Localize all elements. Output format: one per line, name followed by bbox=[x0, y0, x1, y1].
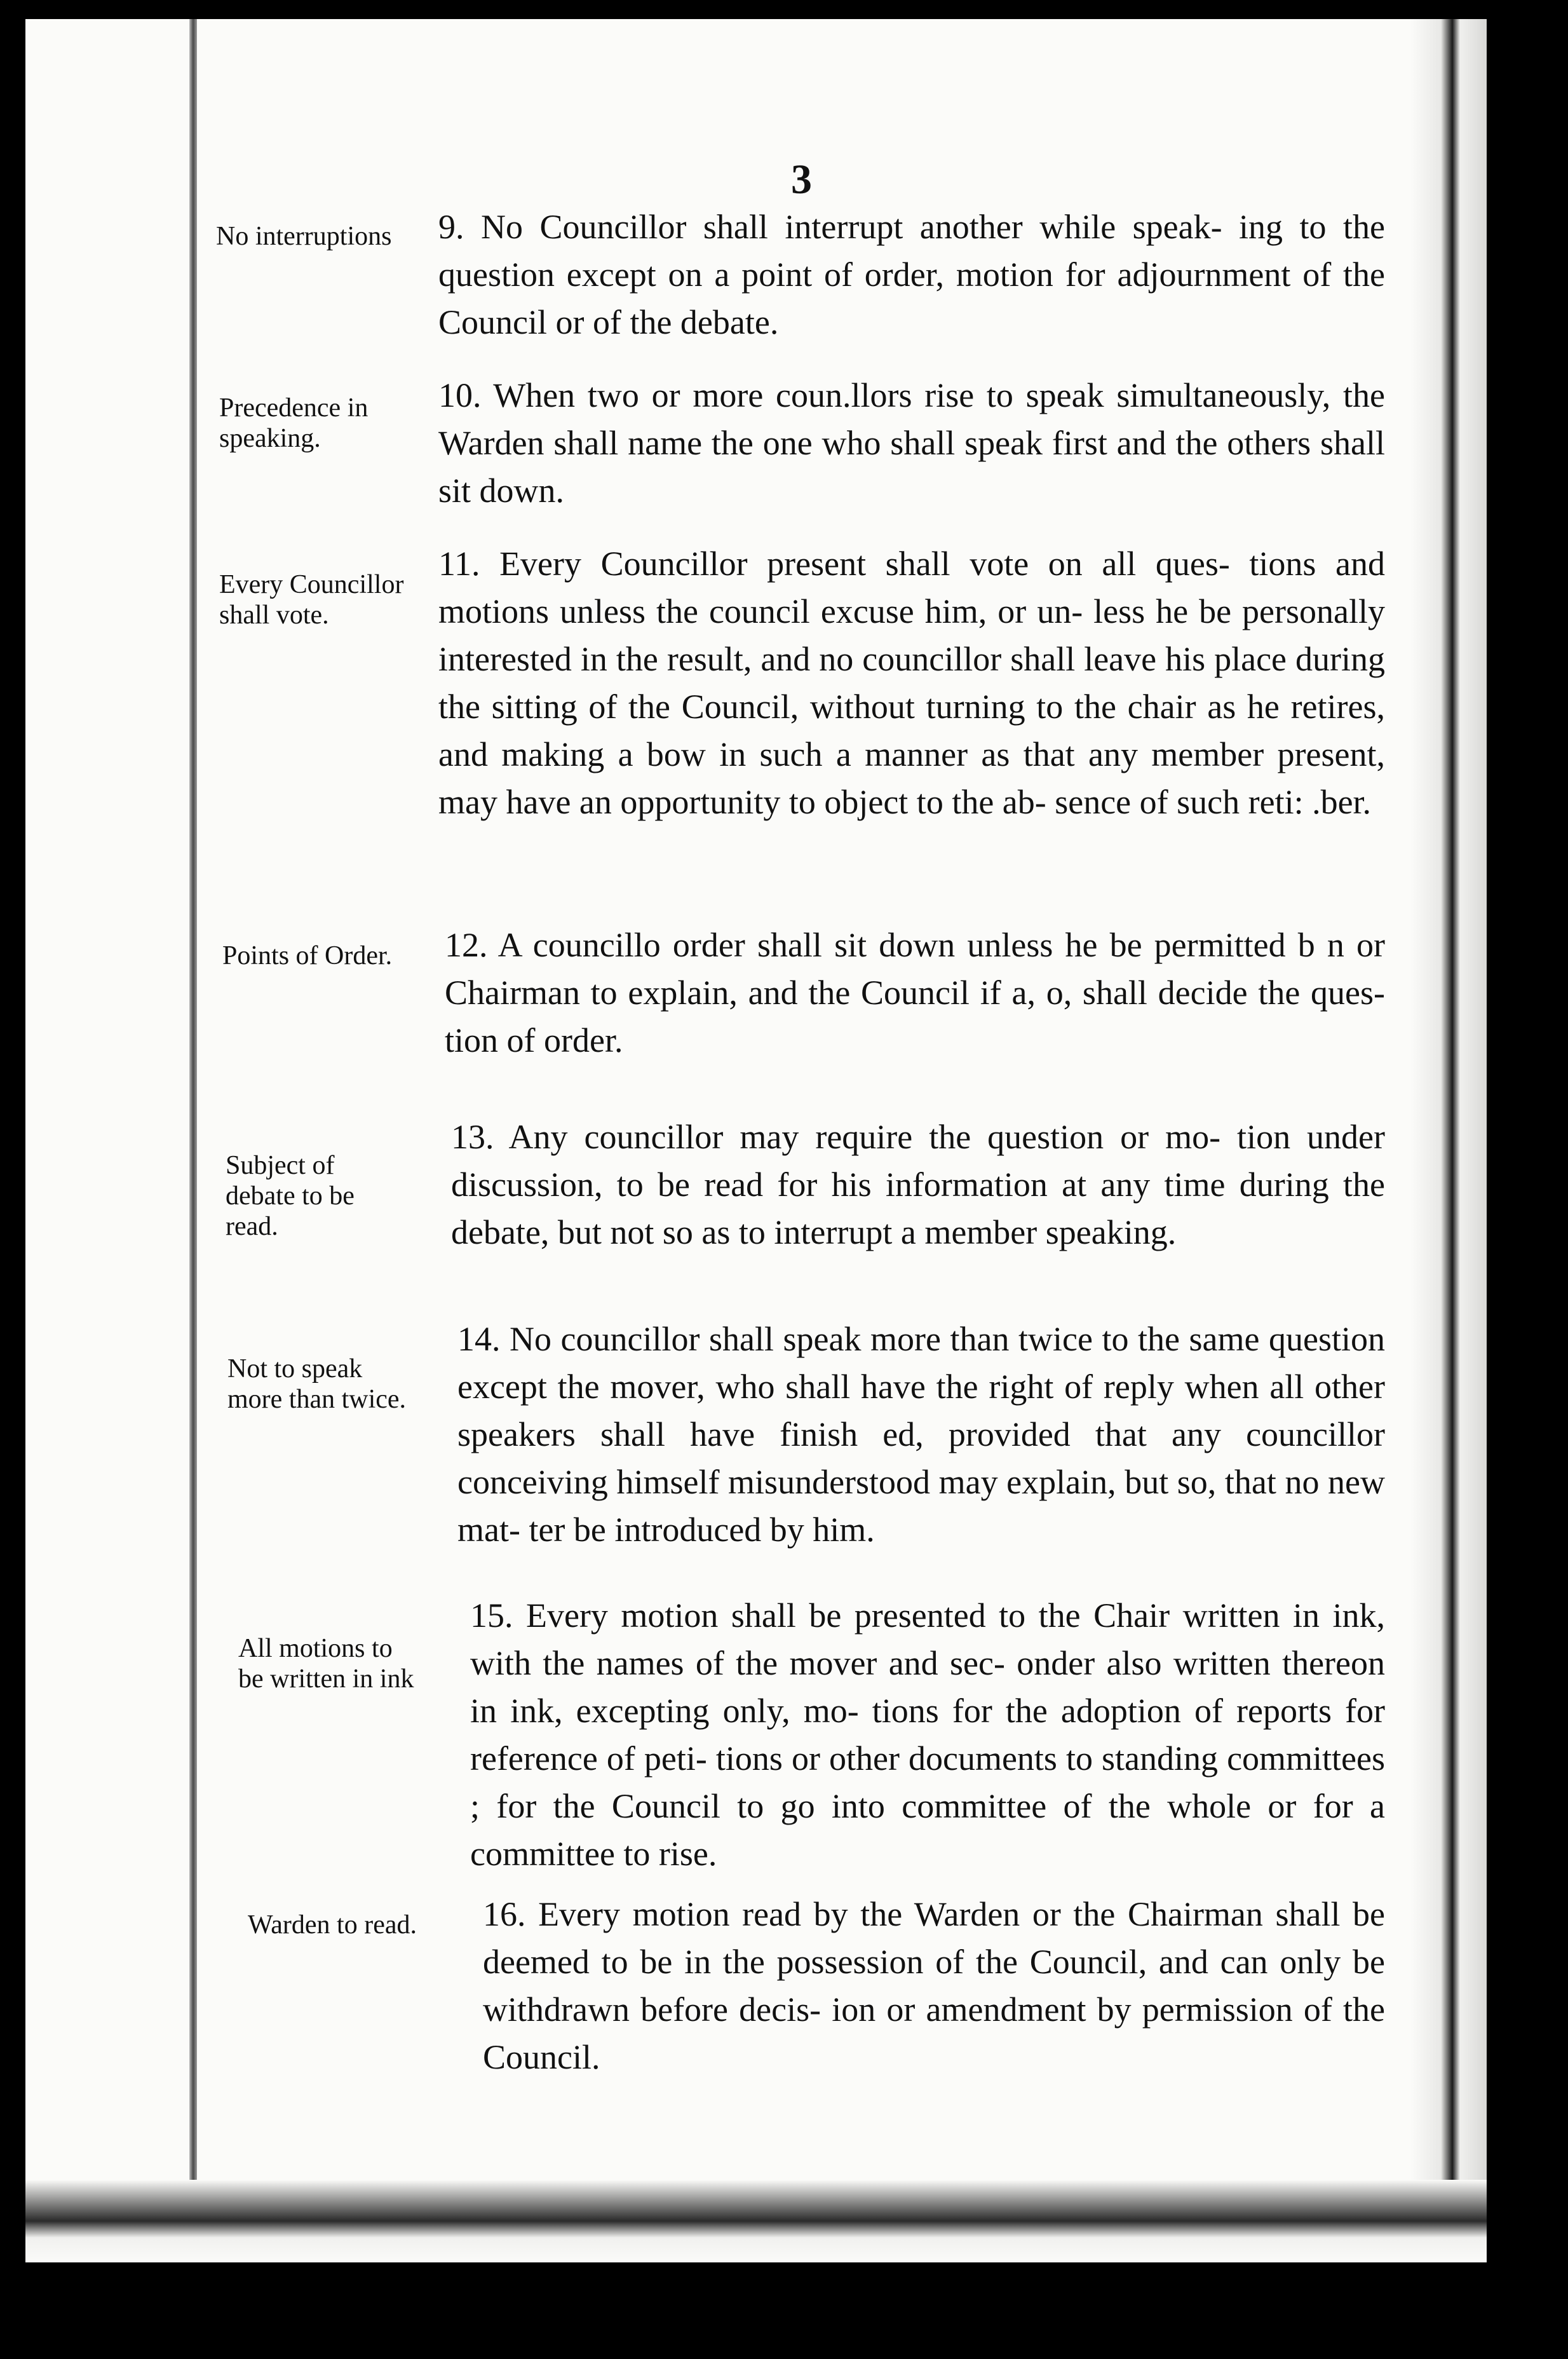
page-number: 3 bbox=[791, 156, 812, 203]
rule-15: 15. Every motion shall be presented to the Chair written in ink, with the names of the mover and sec- onder also written thereon in ink, excepting only, mo- tions for the adoption of reports for reference of peti- tions or other documents to standing committees ; for the Council to go into committee of the whole or for a committee to rise. bbox=[470, 1596, 1385, 1873]
margin-note-points-of-order: Points of Order. bbox=[222, 941, 393, 970]
margin-note-motions-in-ink: All motions to be written in ink bbox=[238, 1634, 414, 1694]
margin-note-precedence: Precedence in speaking. bbox=[219, 393, 368, 453]
margin-note-no-interruptions: No interruptions bbox=[216, 222, 392, 251]
rule-13: 13. Any councillor may require the question or mo- tion under discussion, to be read for his information at any time during the debate, but not so as to interrupt a member speaking. bbox=[451, 1118, 1385, 1251]
margin-note-subject-of-debate: Subject of debate to be read. bbox=[226, 1151, 355, 1241]
margin-note-every-councillor-vote: Every Councillor shall vote. bbox=[219, 570, 404, 630]
rule-11: 11. Every Councillor present shall vote on all ques- tions and motions unless the council excuse him, or un- less he be personally interested in the result, and no councillor shall leave his place during the sitting of the Council, without turning to the chair as he retires, and making a bow in such a manner as that any member present, may have an opportunity to object to the ab- sence of such reti: .ber. bbox=[438, 545, 1385, 821]
rule-14: 14. No councillor shall speak more than twice to the same question except the mover, who shall have the right of reply when all other speakers shall have finish ed, provided that any councillor conceiving himself misunderstood may explain, but so, that no new mat- ter be introduced by him. bbox=[457, 1320, 1385, 1549]
margin-note-warden-to-read: Warden to read. bbox=[248, 1910, 417, 1940]
rule-10: 10. When two or more coun.llors rise to speak simultaneously, the Warden shall name the one who shall speak first and the others shall sit down. bbox=[438, 376, 1385, 510]
page-bottom-edge bbox=[25, 2180, 1487, 2262]
page-right-edge bbox=[1410, 19, 1487, 2262]
rule-9: 9. No Councillor shall interrupt another while speak- ing to the question except on a point of order, motion for adjournment of the Council or of the debate. bbox=[438, 208, 1385, 341]
book-page bbox=[25, 19, 1487, 2262]
margin-note-not-to-speak-twice: Not to speak more than twice. bbox=[227, 1354, 407, 1414]
rule-16: 16. Every motion read by the Warden or the Chairman shall be deemed to be in the possession of the Council, and can only be withdrawn before decis- ion or amendment by permission of the Council. bbox=[483, 1895, 1385, 2076]
rule-12: 12. A councillo order shall sit down unless he be permitted b n or Chairman to explain, and the Council if a, o, shall decide the ques- tion of order. bbox=[445, 926, 1385, 1059]
page-gutter bbox=[189, 19, 197, 2262]
